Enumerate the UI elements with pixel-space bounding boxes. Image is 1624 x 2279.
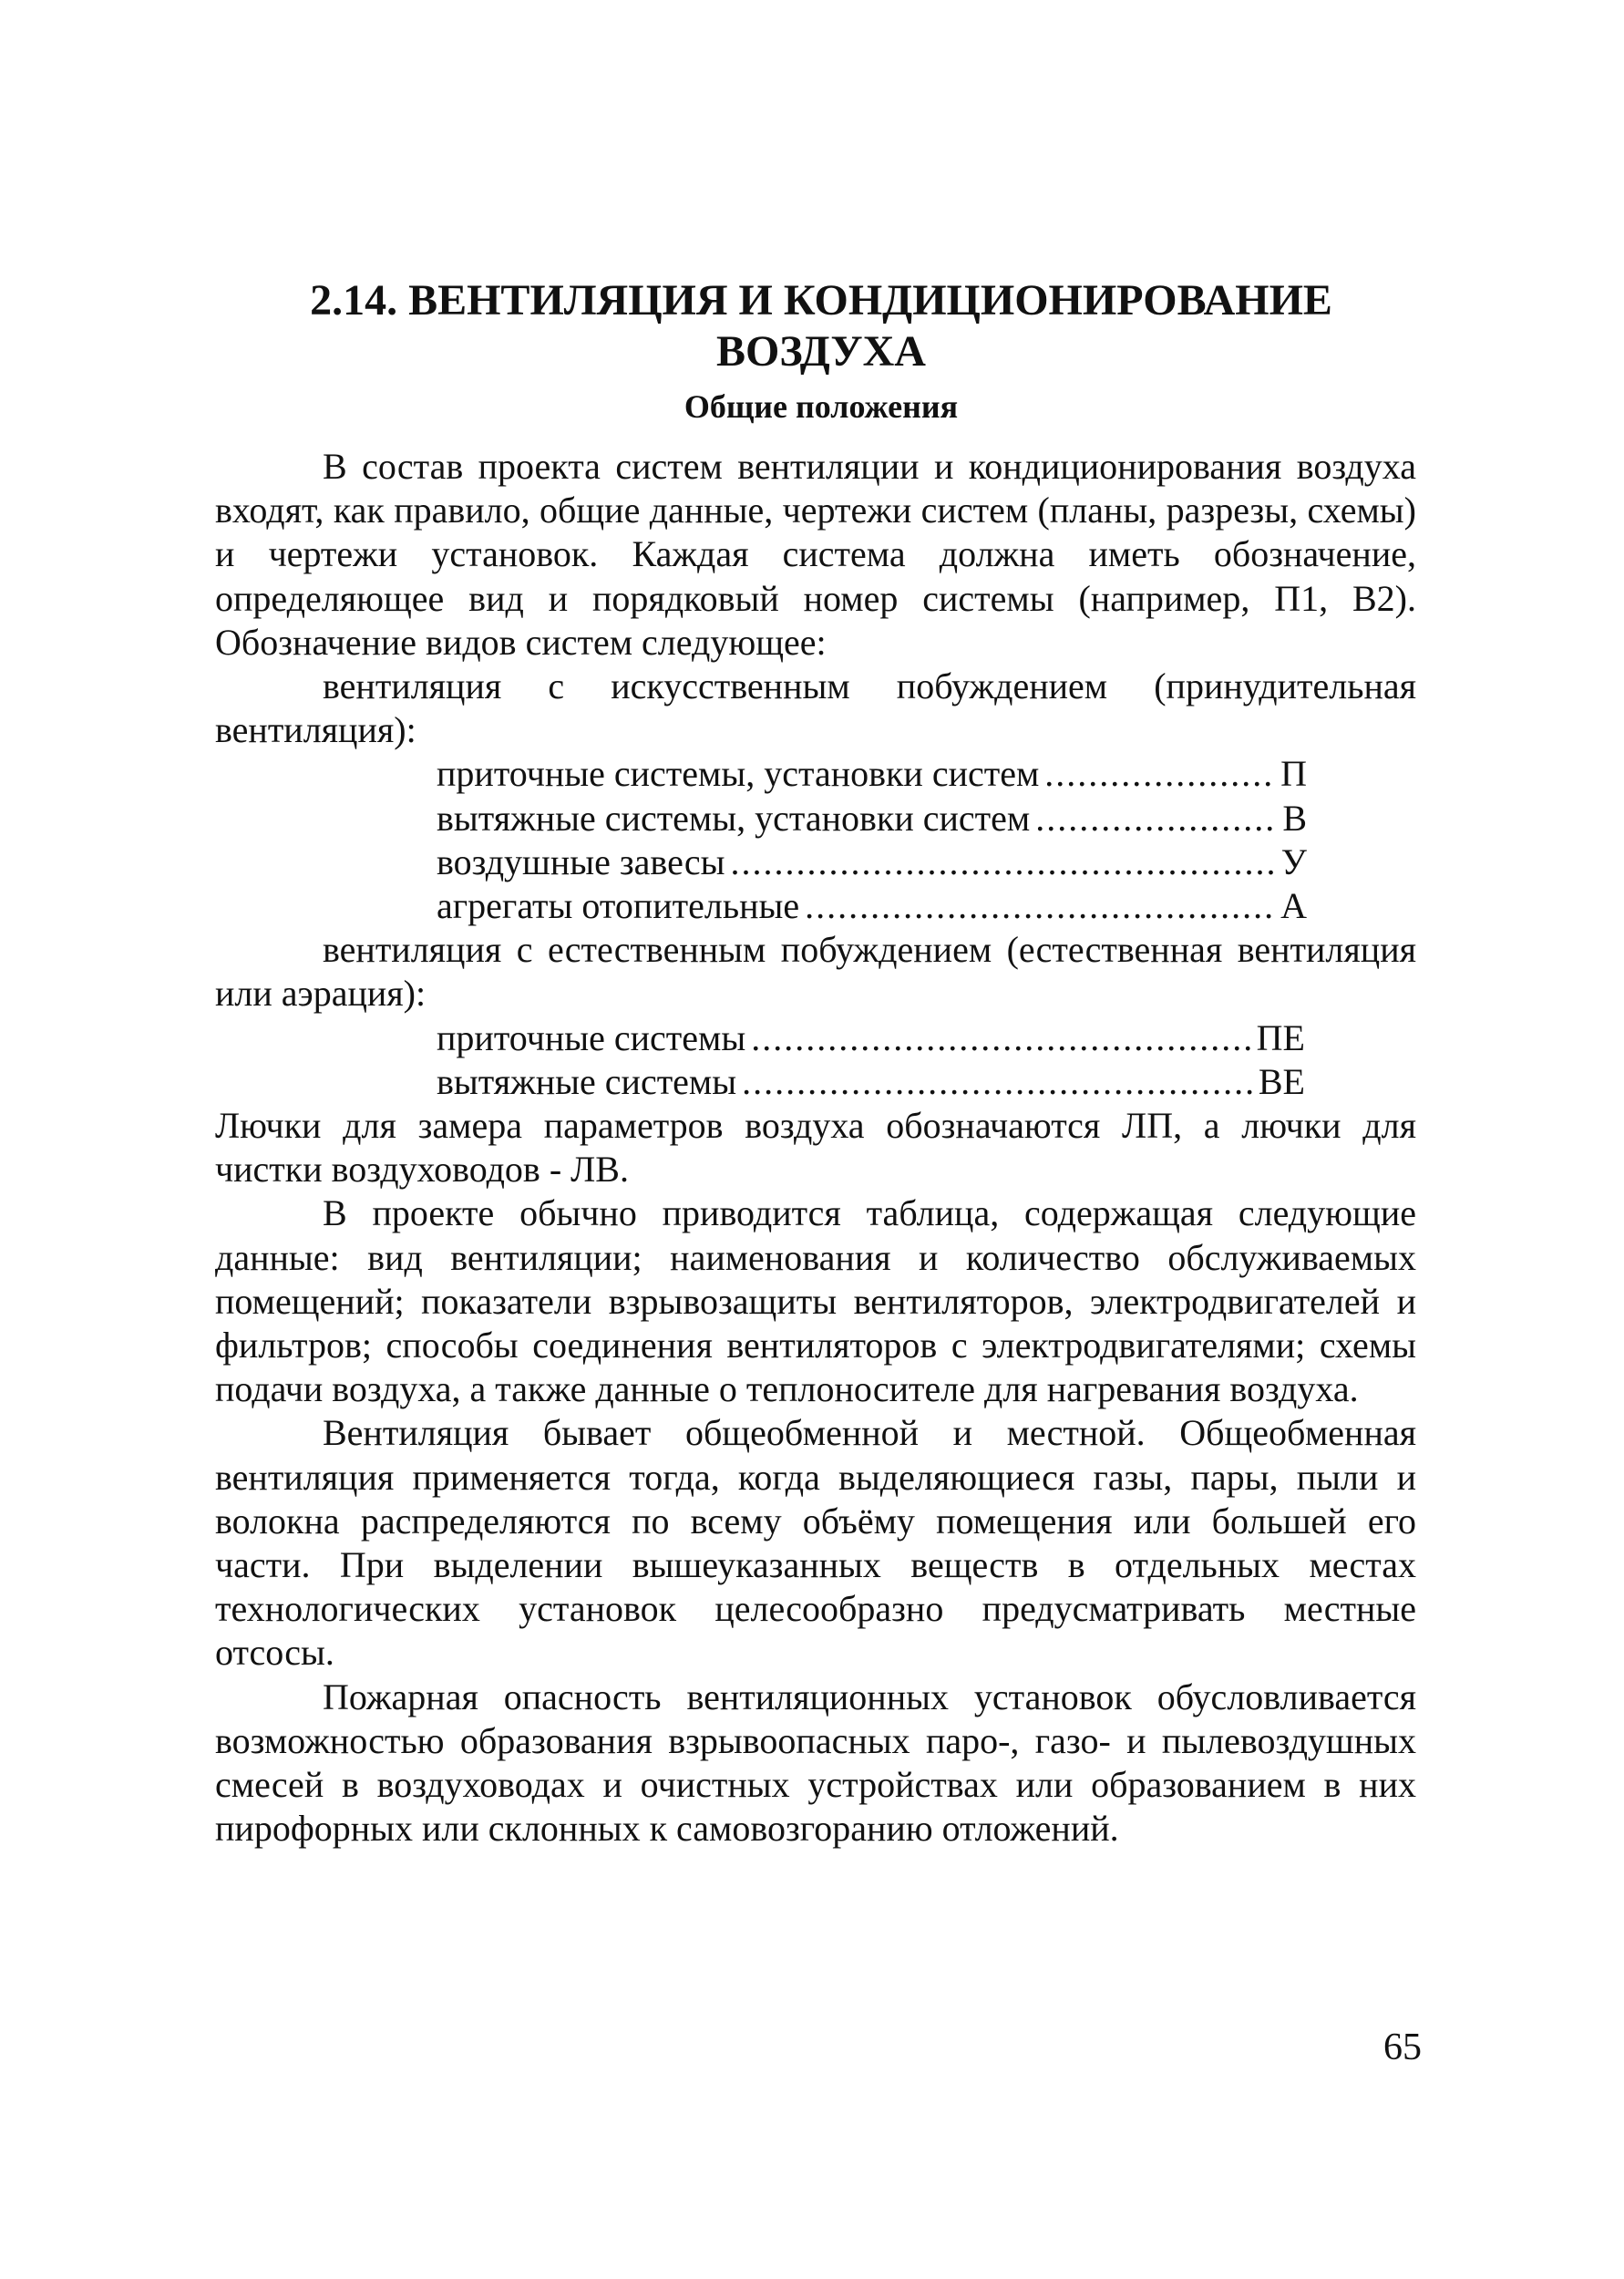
list-item	[437, 1060, 1305, 1104]
dot-leader	[751, 1016, 1250, 1060]
forced-ventilation-list	[215, 752, 1307, 928]
section-heading	[215, 275, 1427, 377]
item-code: У	[1280, 840, 1307, 882]
paragraph-hatches: Лючки для замера параметров воздуха обозначаются ЛП, а лючки для чистки воздуховодов - ЛВ.	[215, 1105, 1416, 1191]
item-label: вытяжные системы	[437, 1060, 737, 1102]
paragraph-fire-hazard: Пожарная опасность вентиляционных установок обусловливается возможностью образования взрывоопасных паро-, газо- и пылевоздушных смесей в воздуховодах и очистных устройствах или образованием в них пирофорных или склонных к самовозгоранию отложений.	[215, 1676, 1416, 1850]
item-label: приточные системы, установки систем	[437, 753, 1040, 795]
subsection-heading: Общие положения	[684, 388, 959, 425]
heading-line-1: 2.14. ВЕНТИЛЯЦИЯ И КОНДИЦИОНИРОВАНИЕ	[310, 276, 1332, 325]
heading-line-2: ВОЗДУХА	[716, 327, 926, 376]
list-item	[437, 752, 1307, 796]
dot-leader	[742, 1060, 1253, 1104]
list-item	[437, 884, 1307, 928]
list-item	[437, 797, 1307, 840]
list-item	[437, 1016, 1305, 1060]
paragraph-intro: В состав проекта систем вентиляции и кондиционирования воздуха входят, как правило, общие данные, чертежи систем (планы, разрезы, схемы) и чертежи установок. Каждая система должна иметь обозначение, определяющее вид и порядковый номер системы (например, П1, В2). Обозначение видов систем следующее:	[215, 446, 1416, 663]
natural-ventilation-intro: вентиляция с естественным побуждением (естественная вентиляция или аэрация):	[215, 929, 1416, 1015]
dot-leader	[1035, 797, 1277, 840]
item-label: приточные системы	[437, 1016, 746, 1058]
natural-ventilation-list	[215, 1016, 1305, 1104]
item-code: А	[1280, 885, 1307, 927]
forced-ventilation-intro: вентиляция с искусственным побуждением (принудительная вентиляция):	[215, 665, 1416, 751]
body-text	[215, 445, 1416, 1851]
item-code: П	[1280, 753, 1307, 795]
paragraph-ventilation-types: Вентиляция бывает общеобменной и местной. Общеобменная вентиляция применяется тогда, когда выделяющиеся газы, пары, пыли и волокна распределяются по всему объёму помещения или большей его части. При выделении вышеуказанных веществ в отдельных местах технологических установок целесообразно предусматривать местные отсосы.	[215, 1412, 1416, 1674]
item-label: вытяжные системы, установки систем	[437, 797, 1031, 839]
item-code: В	[1282, 797, 1307, 839]
item-code: ПЕ	[1256, 1016, 1305, 1058]
list-item	[437, 840, 1307, 884]
paragraph-table: В проекте обычно приводится таблица, содержащая следующие данные: вид вентиляции; наименования и количество обслуживаемых помещений; показатели взрывозащиты вентиляторов, электродвигателей и фильтров; способы соединения вентиляторов с электродвигателями; схемы подачи воздуха, а также данные о теплоносителе для нагревания воздуха.	[215, 1192, 1416, 1410]
dot-leader	[805, 884, 1275, 928]
item-label: агрегаты отопительные	[437, 885, 800, 927]
page-number: 65	[1383, 2026, 1422, 2068]
dot-leader	[1044, 752, 1275, 796]
dot-leader	[730, 840, 1275, 884]
item-code: ВЕ	[1258, 1060, 1305, 1102]
item-label: воздушные завесы	[437, 840, 725, 882]
